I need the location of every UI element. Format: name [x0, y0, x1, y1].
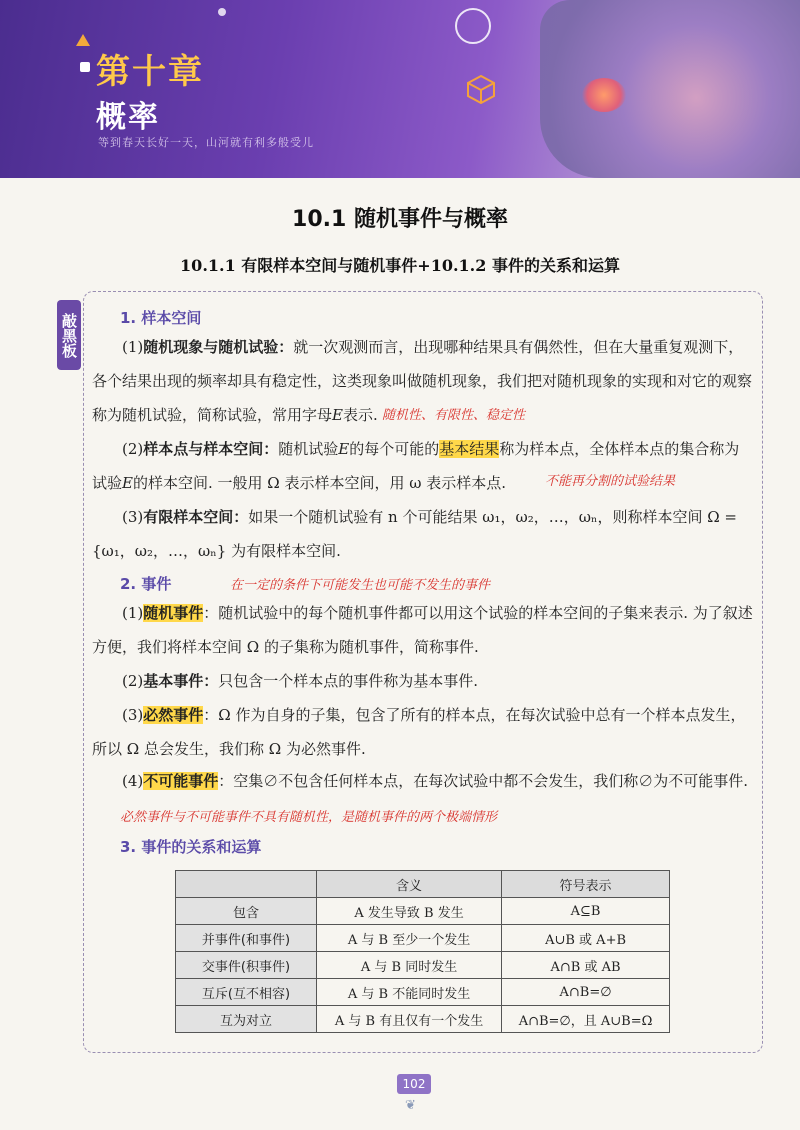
- section-title: 10.1 随机事件与概率: [292, 207, 508, 232]
- table-header: [176, 871, 317, 898]
- table-row: [176, 979, 670, 1006]
- term: 随机事件: [143, 604, 204, 622]
- decor-circle: [455, 8, 491, 44]
- side-tab: 敲黑板: [57, 300, 81, 370]
- table-cell: 互斥(互不相容): [176, 979, 317, 1006]
- item-number: (3): [122, 706, 144, 724]
- para-random-event: [92, 596, 754, 664]
- triangle-icon: [76, 34, 90, 46]
- square-icon: [80, 62, 90, 72]
- decor-dot: [218, 8, 226, 16]
- table-cell: 交事件(积事件): [176, 952, 317, 979]
- para-basic-event: [92, 664, 754, 698]
- table-cell: A 与 B 有且仅有一个发生: [317, 1006, 502, 1033]
- cube-icon: [466, 74, 496, 104]
- relations-table: [175, 870, 670, 1033]
- para-impossible-event: [92, 764, 754, 798]
- term: 随机现象与随机试验：: [143, 338, 294, 356]
- term: 必然事件: [143, 706, 204, 724]
- term: 不可能事件: [143, 772, 219, 790]
- table-cell: A∩B=∅，且 A∪B=Ω: [502, 1006, 670, 1033]
- para-text: ：空集∅不包含任何样本点，在每次试验中都不会发生，我们称∅为不可能事件.: [218, 772, 749, 790]
- para-text: ：随机试验中的每个随机事件都可以用这个试验的样本空间的子集来表示. 为了叙述方便，我们将样本空间 Ω 的子集称为随机事件，简称事件.: [92, 604, 753, 656]
- table-header: 含义: [317, 871, 502, 898]
- handwritten-note: 在一定的条件下可能发生也可能不发生的事件: [230, 578, 491, 593]
- heading-sample-space: 1. 样本空间: [120, 309, 202, 327]
- table-cell: A 与 B 同时发生: [317, 952, 502, 979]
- table-cell: A∪B 或 A+B: [502, 925, 670, 952]
- para-finite-space: [92, 500, 754, 568]
- table-cell: A 发生导致 B 发生: [317, 898, 502, 925]
- para-text: 称为样本点，全体样本点的集合称为试验: [92, 440, 740, 492]
- table-row: [176, 925, 670, 952]
- para-text: 就一次观测而言，出现哪种结果具有偶然性，但在大量重复观测下，各个结果出现的频率却具有稳定性，这类现象叫做随机现象，我们把对随机现象的实现和对它的观察称为随机试验，简称试验，常用字母: [92, 338, 753, 424]
- var-e: E: [122, 474, 133, 492]
- handwritten-note: 不能再分割的试验结果: [545, 474, 676, 489]
- table-header: 符号表示: [502, 871, 670, 898]
- subsection-title: 10.1.1 有限样本空间与随机事件+10.1.2 事件的关系和运算: [180, 256, 620, 275]
- table-cell: A∩B 或 AB: [502, 952, 670, 979]
- table-cell: A 与 B 至少一个发生: [317, 925, 502, 952]
- table-header-row: [176, 871, 670, 898]
- table-cell: 互为对立: [176, 1006, 317, 1033]
- var-e: E: [338, 440, 350, 458]
- item-number: (2): [122, 440, 144, 458]
- term: 有限样本空间：: [143, 508, 249, 526]
- handwritten-note: 随机性、有限性、稳定性: [382, 408, 526, 423]
- para-tail: 表示.: [342, 406, 378, 424]
- item-number: (2): [122, 672, 144, 690]
- para-certain-event: [92, 698, 754, 766]
- table-row: [176, 952, 670, 979]
- para-text: 随机试验: [278, 440, 339, 458]
- item-number: (4): [122, 772, 144, 790]
- chapter-banner: [0, 0, 800, 178]
- term: 样本点与样本空间：: [143, 440, 279, 458]
- table-row: [176, 898, 670, 925]
- chapter-title: 概率: [96, 100, 160, 135]
- page-number: 102: [397, 1074, 431, 1094]
- chapter-motto: 等到春天长好一天，山河就有利多般受儿: [98, 136, 314, 149]
- banner-light: [582, 78, 626, 112]
- heading-event-relations: 3. 事件的关系和运算: [120, 838, 262, 856]
- table-cell: A∩B=∅: [502, 979, 670, 1006]
- table-cell: A⊆B: [502, 898, 670, 925]
- para-text: 的每个可能的: [349, 440, 440, 458]
- banner-photo: [540, 0, 800, 178]
- table-cell: 并事件(和事件): [176, 925, 317, 952]
- para-text: 如果一个随机试验有 n 个可能结果 ω₁，ω₂，…，ωₙ，则称样本空间 Ω = {ω₁，ω₂，…，ωₙ} 为有限样本空间.: [92, 508, 737, 560]
- var-e: E: [332, 406, 343, 424]
- para-text: ：Ω 作为自身的子集，包含了所有的样本点，在每次试验中总有一个样本点发生，所以 Ω 总会发生，我们称 Ω 为必然事件.: [92, 706, 746, 758]
- leaf-icon: ❦: [405, 1098, 416, 1113]
- handwritten-note: 必然事件与不可能事件不具有随机性，是随机事件的两个极端情形: [120, 810, 498, 825]
- table-cell: A 与 B 不能同时发生: [317, 979, 502, 1006]
- term: 基本事件：: [143, 672, 219, 690]
- chapter-number: 第十章: [96, 52, 204, 92]
- item-number: (3): [122, 508, 144, 526]
- highlighted-term: 基本结果: [439, 440, 500, 458]
- heading-events: 2. 事件: [120, 575, 172, 593]
- para-sample-point: [92, 432, 754, 500]
- para-text: 只包含一个样本点的事件称为基本事件.: [218, 672, 479, 690]
- table-row: [176, 1006, 670, 1033]
- para-text: 的样本空间. 一般用 Ω 表示样本空间，用 ω 表示样本点.: [132, 474, 507, 492]
- item-number: (1): [122, 338, 144, 356]
- table-cell: 包含: [176, 898, 317, 925]
- item-number: (1): [122, 604, 144, 622]
